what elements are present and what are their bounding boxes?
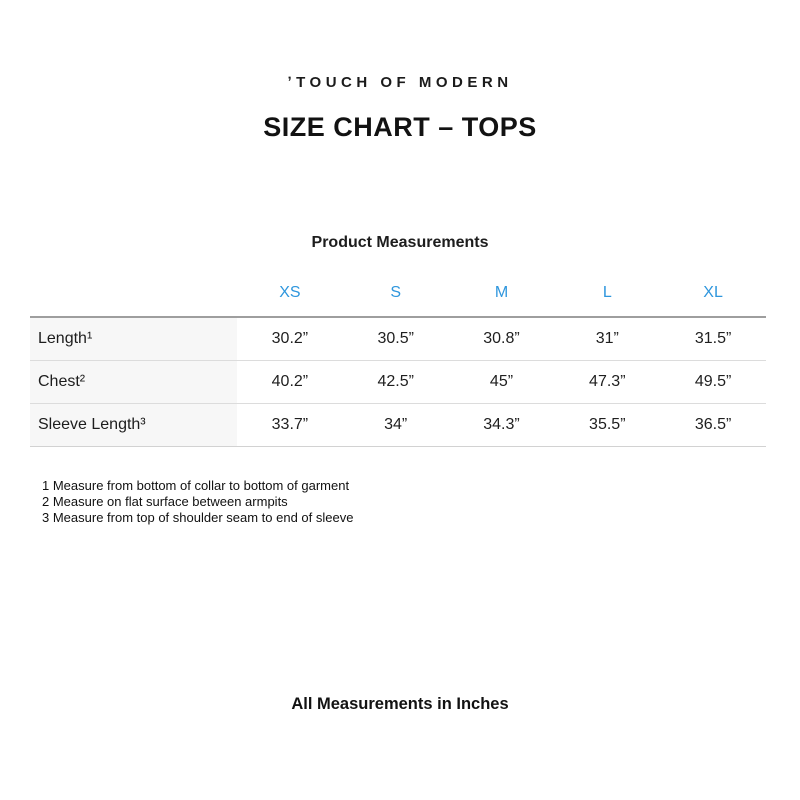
row-label-chest: Chest² <box>30 361 237 403</box>
measurement-cell: 30.5” <box>377 330 414 347</box>
size-header-row <box>30 270 766 316</box>
measurement-cell: 31.5” <box>694 330 732 347</box>
measurement-cell: 40.2” <box>271 373 309 390</box>
measurement-cell: 36.5” <box>694 416 732 433</box>
measurement-cell: 47.3” <box>589 373 626 390</box>
units-note: All Measurements in Inches <box>291 695 509 713</box>
measurement-cell: 49.5” <box>694 373 732 390</box>
measurement-cell: 34” <box>384 416 408 433</box>
footnote-2: 2 Measure on flat surface between armpits <box>42 494 288 509</box>
table-row-sleeve-length <box>30 404 766 447</box>
table-row-chest <box>30 361 766 404</box>
footnote-1: 1 Measure from bottom of collar to bottom of garment <box>42 478 350 493</box>
size-header-m: M <box>494 284 509 301</box>
table-caption: Product Measurements <box>311 234 489 251</box>
row-label-sleeve-length: Sleeve Length³ <box>30 404 237 446</box>
measurements-body <box>30 316 766 447</box>
footnote-3: 3 Measure from top of shoulder seam to end of sleeve <box>42 510 354 525</box>
measurement-cell: 30.2” <box>271 330 309 347</box>
brand-logo: ʼTOUCH OF MODERN <box>287 74 513 91</box>
measurement-cell: 45” <box>489 373 514 390</box>
footnotes <box>42 478 353 526</box>
measurement-cell: 34.3” <box>483 416 520 433</box>
size-header-l: L <box>602 284 612 301</box>
page-title: SIZE CHART – TOPS <box>263 112 537 142</box>
row-label-length: Length¹ <box>30 318 237 360</box>
table-row-length <box>30 318 766 361</box>
size-header-s: S <box>390 284 402 301</box>
measurement-cell: 42.5” <box>377 373 414 390</box>
measurement-cell: 35.5” <box>589 416 626 433</box>
size-header-xs: XS <box>279 284 301 301</box>
size-chart-table <box>30 270 766 447</box>
size-header-xl: XL <box>703 284 723 301</box>
measurement-cell: 30.8” <box>483 330 520 347</box>
measurement-cell: 33.7” <box>271 416 309 433</box>
measurement-cell: 31” <box>595 330 619 347</box>
